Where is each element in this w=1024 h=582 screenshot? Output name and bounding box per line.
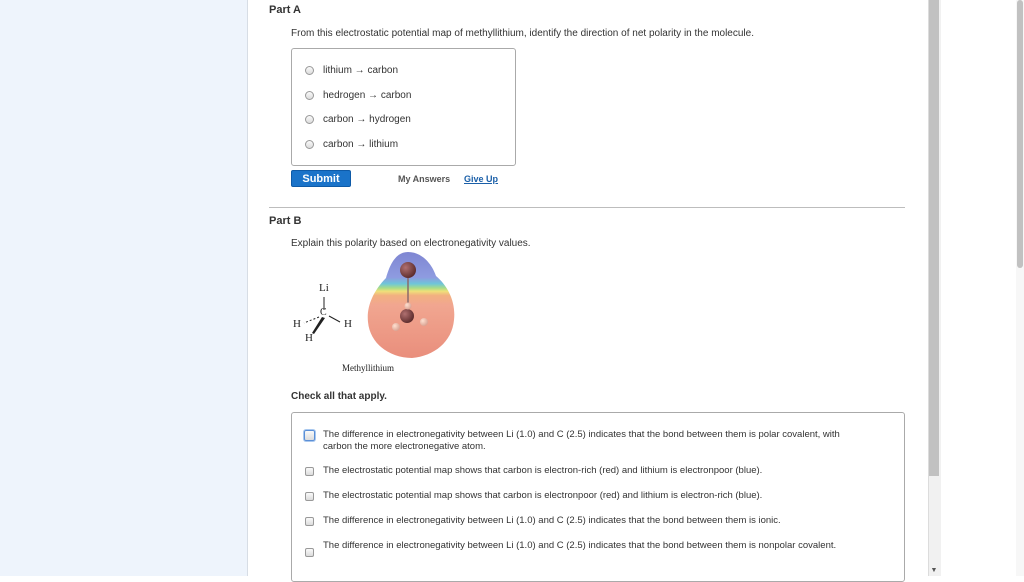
atom-carbon-label: C xyxy=(320,307,327,318)
checkbox[interactable] xyxy=(305,517,314,526)
checkbox[interactable] xyxy=(305,467,314,476)
choice-label: lithium → carbon xyxy=(323,64,399,76)
part-b-prompt: Explain this polarity based on electronegativity values. xyxy=(291,238,531,249)
option-label: The electrostatic potential map shows that carbon is electron-rich (red) and lithium is electronpoor (blue). xyxy=(323,465,763,476)
methyllithium-structure xyxy=(288,280,358,350)
option-carbon-electron-poor[interactable] xyxy=(305,490,885,502)
check-all-label: Check all that apply. xyxy=(291,391,387,402)
section-divider xyxy=(269,207,905,208)
option-polar-covalent[interactable] xyxy=(305,429,885,453)
option-ionic[interactable] xyxy=(305,515,885,527)
option-nonpolar-covalent[interactable] xyxy=(305,540,885,557)
atom-lithium-label: Li xyxy=(319,282,329,294)
choice-label: carbon → lithium xyxy=(323,138,399,150)
scroll-down-arrow-icon[interactable]: ▼ xyxy=(930,567,938,574)
submit-button[interactable]: Submit xyxy=(291,170,351,187)
atom-hydrogen-right-label: H xyxy=(344,318,352,330)
window-scrollbar-thumb[interactable] xyxy=(1017,0,1023,268)
content-scrollbar-thumb[interactable] xyxy=(929,0,939,476)
option-label: The difference in electronegativity between Li (1.0) and C (2.5) indicates that the bond between them is nonpolar covalent. xyxy=(323,540,837,551)
checkbox[interactable] xyxy=(305,548,314,557)
choice-lithium-carbon[interactable] xyxy=(305,62,398,78)
answer-choices xyxy=(291,48,516,166)
checkbox[interactable] xyxy=(305,492,314,501)
give-up-link[interactable]: Give Up xyxy=(464,174,499,184)
choice-carbon-hydrogen[interactable] xyxy=(305,111,411,127)
option-label: The difference in electronegativity between Li (1.0) and C (2.5) indicates that the bond between them is ionic. xyxy=(323,515,781,526)
radio-button[interactable] xyxy=(305,66,314,75)
right-margin xyxy=(941,0,1024,576)
radio-button[interactable] xyxy=(305,115,314,124)
radio-button[interactable] xyxy=(305,91,314,100)
checkbox-options xyxy=(291,412,905,582)
option-label: The electrostatic potential map shows that carbon is electronpoor (red) and lithium is electron-rich (blue). xyxy=(323,490,763,501)
electrostatic-potential-map xyxy=(362,250,462,362)
part-a-prompt: From this electrostatic potential map of methyllithium, identify the direction of net polarity in the molecule. xyxy=(291,28,754,39)
checkbox[interactable] xyxy=(304,430,315,441)
left-panel xyxy=(0,0,248,576)
atom-hydrogen-left-label: H xyxy=(293,318,301,330)
radio-button[interactable] xyxy=(305,140,314,149)
option-carbon-electron-rich[interactable] xyxy=(305,465,885,477)
my-answers-link[interactable]: My Answers xyxy=(398,174,451,184)
part-a-title: Part A xyxy=(269,4,301,16)
option-label: The difference in electronegativity between Li (1.0) and C (2.5) indicates that the bond between them is polar covalent, with carbon the more electronegative atom. xyxy=(323,429,840,452)
part-b-title: Part B xyxy=(269,215,302,227)
figure-caption: Methyllithium xyxy=(342,363,395,373)
choice-label: hedrogen → carbon xyxy=(323,89,412,101)
choice-hedrogen-carbon[interactable] xyxy=(305,87,411,103)
choice-label: carbon → hydrogen xyxy=(323,113,411,125)
atom-hydrogen-bottom-label: H xyxy=(305,332,313,344)
choice-carbon-lithium[interactable] xyxy=(305,136,398,152)
